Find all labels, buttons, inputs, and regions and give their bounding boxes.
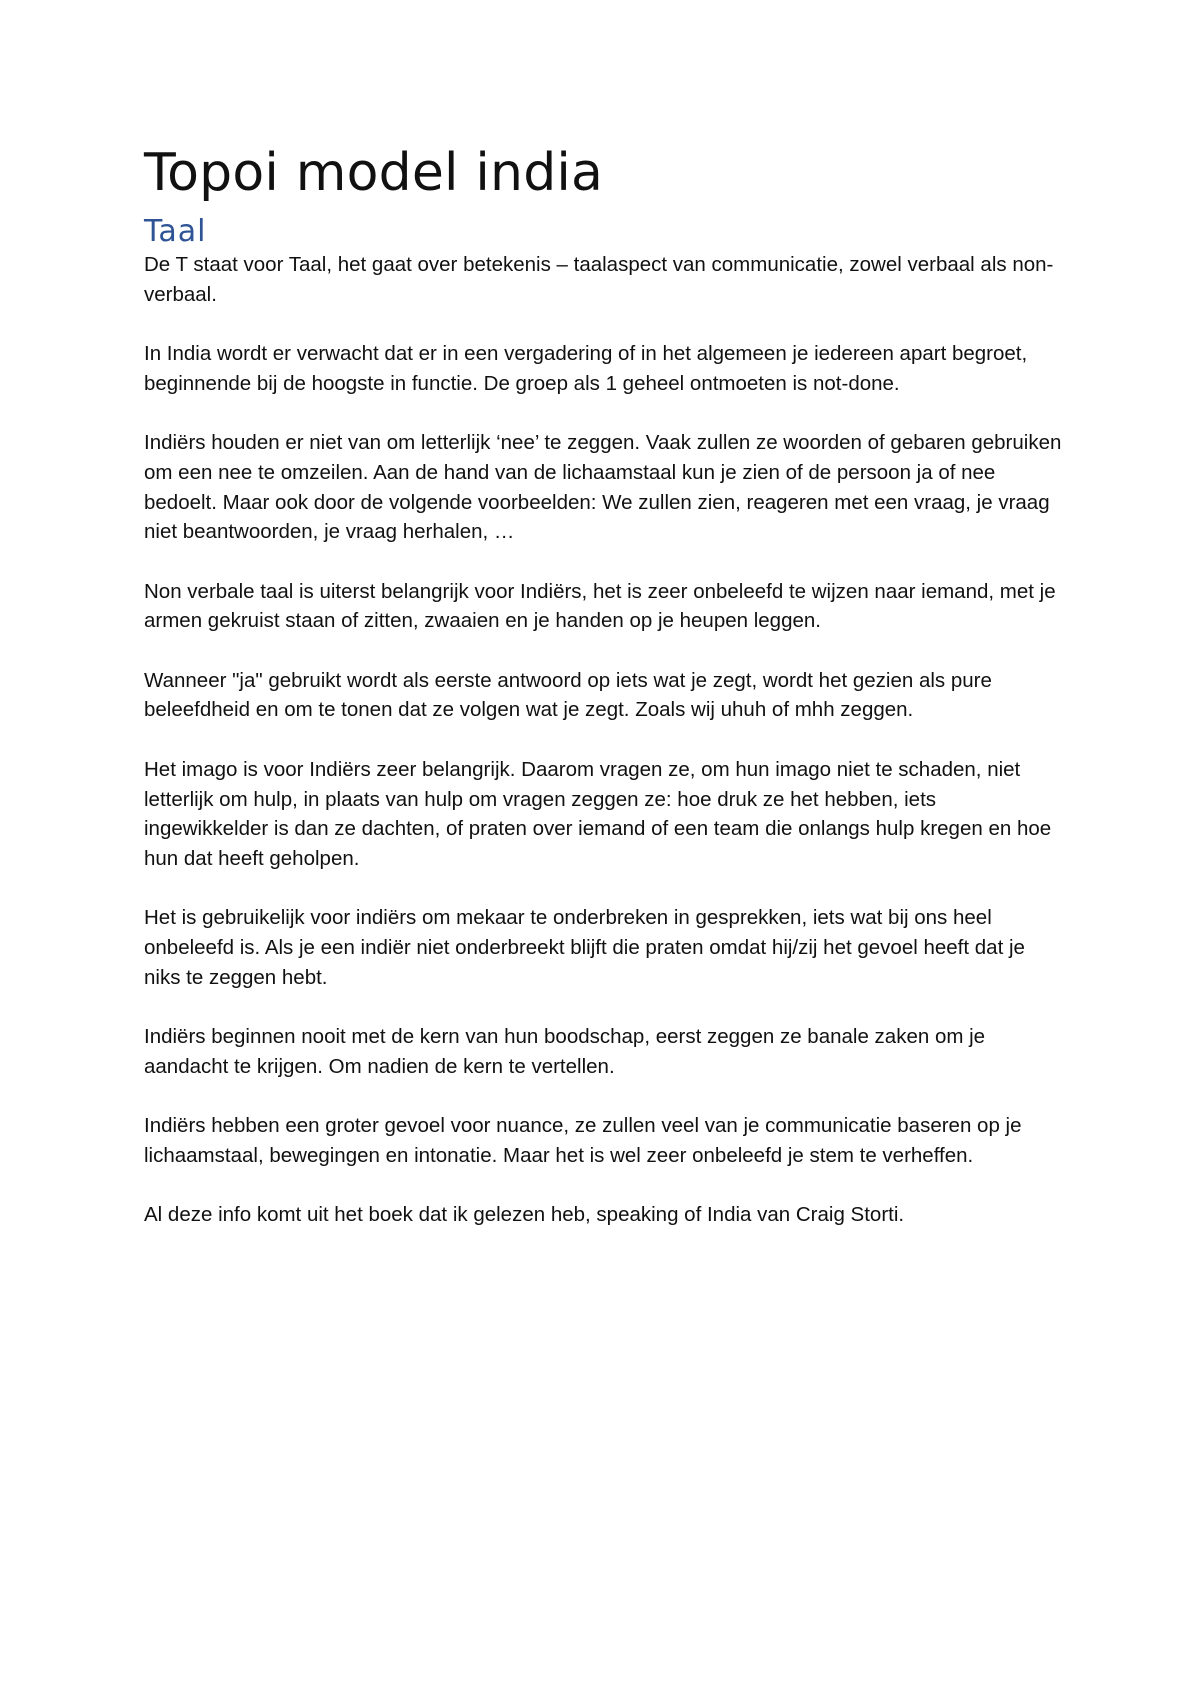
- paragraph: In India wordt er verwacht dat er in een vergadering of in het algemeen je iedereen apart begroet, beginnende bij de hoogste in functie. De groep als 1 geheel ontmoeten is not-done.: [144, 342, 1028, 395]
- paragraph: De T staat voor Taal, het gaat over betekenis – taalaspect van communicatie, zowel verbaal als non-verbaal.: [144, 253, 1054, 306]
- paragraph: Het is gebruikelijk voor indiërs om mekaar te onderbreken in gesprekken, iets wat bij ons heel onbeleefd is. Als je een indiër niet onderbreekt blijft die praten omdat hij/zij het gevoel heeft dat je niks te zeggen hebt.: [144, 906, 1025, 989]
- paragraph-list: [144, 250, 1064, 1230]
- paragraph: Indiërs hebben een groter gevoel voor nuance, ze zullen veel van je communicatie baseren op je lichaamstaal, bewegingen en intonatie. Maar het is wel zeer onbeleefd je stem te verheffen.: [144, 1114, 1022, 1167]
- paragraph: Non verbale taal is uiterst belangrijk voor Indiërs, het is zeer onbeleefd te wijzen naar iemand, met je armen gekruist staan of zitten, zwaaien en je handen op je heupen leggen.: [144, 579, 1056, 633]
- paragraph: Indiërs beginnen nooit met de kern van hun boodschap, eerst zeggen ze banale zaken om je aandacht te krijgen. Om nadien de kern te vertellen.: [144, 1025, 986, 1078]
- paragraph: Al deze info komt uit het boek dat ik gelezen heb, speaking of India van Craig Storti.: [144, 1203, 905, 1227]
- section-heading: Taal: [144, 214, 207, 249]
- paragraph: Wanneer "ja" gebruikt wordt als eerste antwoord op iets wat je zegt, wordt het gezien als pure beleefdheid en om te tonen dat ze volgen wat je zegt. Zoals wij uhuh of mhh zeggen.: [144, 668, 992, 722]
- document-title: Topoi model india: [144, 143, 604, 203]
- document-page: [144, 140, 1064, 1260]
- paragraph: Het imago is voor Indiërs zeer belangrijk. Daarom vragen ze, om hun imago niet te schaden, niet letterlijk om hulp, in plaats van hulp om vragen zeggen ze: hoe druk ze het hebben, iets ingewikkelder is dan ze dachten, of praten over iemand of een team die onlangs hulp kregen en hoe hun dat heeft geholpen.: [144, 757, 1052, 870]
- paragraph: Indiërs houden er niet van om letterlijk ‘nee’ te zeggen. Vaak zullen ze woorden of gebaren gebruiken om een nee te omzeilen. Aan de hand van de lichaamstaal kun je zien of de persoon ja of nee bedoelt. Maar ook door de volgende voorbeelden: We zullen zien, reageren met een vraag, je vraag niet beantwoorden, je vraag herhalen, …: [144, 431, 1062, 544]
